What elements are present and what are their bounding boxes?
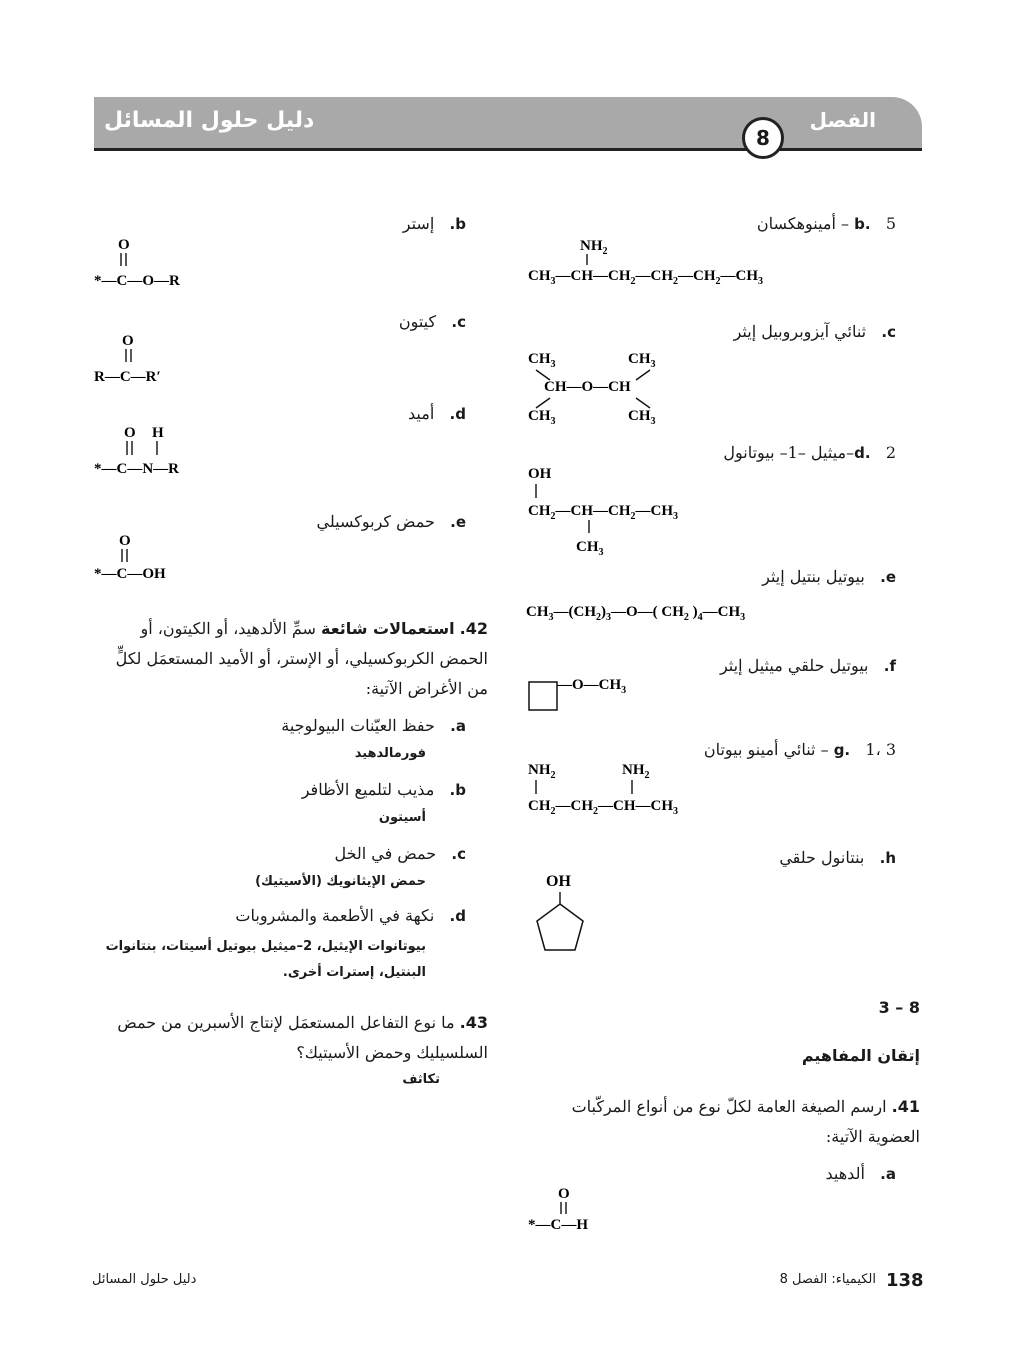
- q42-answer-d: بيوتانوات الإيثيل، 2–ميثيل بيوتيل أسيتات، بنتانوات البنتيل، إسترات أخرى.: [105, 939, 426, 980]
- left-item-c: [300, 312, 466, 331]
- item-text: بنتانول حلقي: [779, 848, 865, 867]
- formula-top: O: [119, 533, 131, 549]
- q42-answer-b: أسيتون: [378, 810, 426, 825]
- formula-amide: [92, 420, 212, 480]
- chapter-number-badge: 8: [742, 117, 784, 159]
- formula-amine-label: $NH_2$: [580, 238, 608, 257]
- formula-top: O: [558, 1186, 570, 1202]
- formula-line: $CH_3—(CH_2)_3—O—$( $CH_2$ )$_4—CH_3$: [526, 604, 746, 623]
- formula-main: R—C—R′: [94, 369, 161, 385]
- item-letter: d.: [854, 444, 871, 462]
- left-item-d: [300, 404, 466, 423]
- formula-bottom-left: $CH_3$: [528, 408, 556, 427]
- question-43: [92, 1008, 488, 1068]
- formula-chain: $CH_2—CH_2—CH—CH_3$: [528, 798, 678, 817]
- cyclopentane-ring: [537, 904, 583, 950]
- item-text: ألدهيد: [825, 1164, 865, 1183]
- formula-substituent: $—O—CH_3$: [557, 677, 627, 696]
- formula-aminohexane: [526, 232, 816, 292]
- formula-top-o: O: [124, 425, 136, 441]
- formula-top: OH: [546, 873, 571, 890]
- item-text: أميد: [408, 404, 435, 423]
- formula-butylpentylether: [524, 596, 824, 626]
- header-title: دليل حلول المسائل: [104, 108, 315, 133]
- question-42: [92, 614, 488, 704]
- item-letter: g.: [833, 741, 851, 759]
- section-number: 8 – 3: [878, 998, 920, 1017]
- item-text: حفظ العيّنات البيولوجية: [281, 716, 435, 735]
- question-41-part-a: [700, 1164, 896, 1183]
- item-text: مذيب لتلميع الأظافر: [301, 780, 435, 799]
- question-text: سمِّ الألدهيد، أو الكيتون، أو الحمض الكربوكسيلي، أو الإستر، أو الأميد المستعمَل لكلٍّ من الأغراض الآتية:: [115, 619, 488, 698]
- item-letter: c.: [451, 313, 466, 331]
- formula-top-h: H: [152, 425, 164, 441]
- formula-ketone: [92, 328, 212, 386]
- formula-main: *—C—H: [528, 1217, 588, 1233]
- q42-part-a: [200, 716, 466, 735]
- formula-ester: [92, 232, 212, 290]
- item-letter: e.: [880, 568, 896, 586]
- question-number: 41.: [891, 1097, 920, 1116]
- item-text: نكهة في الأطعمة والمشروبات: [235, 906, 435, 925]
- formula-diaminobutane: [526, 756, 726, 820]
- item-letter: b.: [449, 781, 466, 799]
- right-item-c: [620, 322, 896, 341]
- header-rule: [94, 148, 922, 151]
- footer-right-text: الكيمياء: الفصل 8: [779, 1272, 876, 1287]
- formula-top-right: $CH_3$: [628, 351, 656, 370]
- right-item-h: [620, 848, 896, 867]
- item-text: ثنائي آيزوبروبيل إيثر: [733, 322, 867, 341]
- item-letter: h.: [879, 849, 896, 867]
- question-number: 43.: [459, 1013, 488, 1032]
- formula-main: *—C—O—R: [94, 273, 180, 289]
- formula-carboxylic-acid: [92, 528, 212, 586]
- formula-bottom: $CH_3$: [576, 539, 604, 558]
- formula-middle: CH—O—CH: [544, 379, 631, 395]
- question-text: ما نوع التفاعل المستعمَل لإنتاج الأسبرين من حمض السلسيليك وحمض الأسيتيك؟: [117, 1013, 488, 1062]
- item-text: إستر: [402, 214, 435, 233]
- item-text: حمض كربوكسيلي: [316, 512, 435, 531]
- q42-part-b: [200, 780, 466, 799]
- formula-chain: $CH_2—CH—CH_2—CH_3$: [528, 503, 678, 522]
- item-letter: f.: [883, 657, 896, 675]
- formula-cyclobutyl-methyl-ether: [526, 672, 676, 716]
- item-text: 2–ميثيل –1– بيوتانول: [723, 443, 896, 462]
- item-text: 1، 3 – ثنائي أمينو بيوتان: [703, 740, 896, 759]
- item-text: بيوتيل بنتيل إيثر: [762, 567, 865, 586]
- question-number: 42.: [459, 619, 488, 638]
- q42-part-d: [200, 906, 466, 925]
- item-letter: b.: [854, 215, 871, 233]
- q43-answer: تكاثف: [402, 1072, 440, 1087]
- q42-part-c: [200, 844, 466, 863]
- right-item-e: [620, 567, 896, 586]
- item-letter: c.: [451, 845, 466, 863]
- footer-left-text: دليل حلول المسائل: [92, 1272, 197, 1287]
- formula-amine-1: $NH_2$: [528, 762, 556, 781]
- formula-main: *—C—OH: [94, 566, 166, 582]
- section-title: إتقان المفاهيم: [801, 1046, 920, 1065]
- formula-main: *—C—N—R: [94, 461, 179, 477]
- formula-methylbutanol: [526, 460, 726, 560]
- formula-top: O: [122, 333, 134, 349]
- q42-answer-a: فورمالدهيد: [354, 746, 426, 761]
- right-item-b: [620, 214, 896, 233]
- question-text: ارسم الصيغة العامة لكلّ نوع من أنواع المركّبات العضوية الآتية:: [571, 1097, 920, 1146]
- formula-aldehyde: [526, 1182, 636, 1234]
- q42-answer-c: حمض الإيثانويك (الأسيتيك): [255, 874, 426, 889]
- formula-amine-2: $NH_2$: [622, 762, 650, 781]
- formula-cyclopentanol: [528, 868, 598, 960]
- formula-chain: $CH_3—CH—CH_2—CH_2—CH_2—CH_3$: [528, 268, 763, 287]
- formula-top: O: [118, 237, 130, 253]
- formula-top: OH: [528, 466, 552, 482]
- cyclobutane-ring: [529, 682, 557, 710]
- item-letter: a.: [880, 1165, 896, 1183]
- left-item-b: [300, 214, 466, 233]
- item-text: 5 – أمينوهكسان: [756, 214, 896, 233]
- question-lead: استعمالات شائعة: [321, 619, 455, 638]
- item-letter: c.: [881, 323, 896, 341]
- question-41: [524, 1092, 920, 1152]
- formula-bottom-right: $CH_3$: [628, 408, 656, 427]
- item-text: كيتون: [398, 312, 437, 331]
- item-letter: a.: [450, 717, 466, 735]
- item-text: بيوتيل حلقي ميثيل إيثر: [719, 656, 869, 675]
- item-letter: e.: [450, 513, 466, 531]
- chapter-label: الفصل: [809, 108, 876, 132]
- item-letter: b.: [449, 215, 466, 233]
- formula-diisopropyl-ether: [526, 346, 686, 430]
- formula-top-left: $CH_3$: [528, 351, 556, 370]
- item-text: حمض في الخل: [334, 844, 437, 863]
- item-letter: d.: [449, 907, 466, 925]
- page-number: 138: [886, 1270, 924, 1291]
- left-item-e: [300, 512, 466, 531]
- item-letter: d.: [449, 405, 466, 423]
